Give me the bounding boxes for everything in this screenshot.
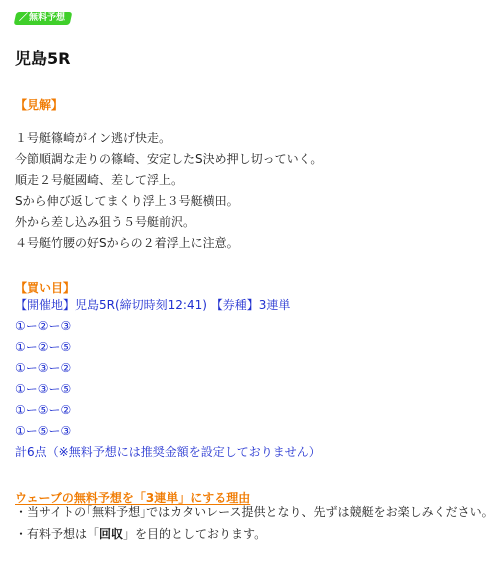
badge-slash: ／ [19, 13, 29, 23]
bet-combo: ①ー⑤ー③ [15, 424, 72, 438]
reason-note: ・当サイトの｢無料予想｣ではカタいレース提供となり、先ずは競艇をお楽しみください。 [15, 505, 494, 519]
analysis-line: １号艇篠崎がイン逃げ快走。 [15, 131, 172, 145]
analysis-line: ４号艇竹腰の好Sからの２着浮上に注意。 [15, 236, 239, 250]
note-bold-word: 回収 [99, 527, 124, 541]
analysis-line: 順走２号艇國崎、差して浮上。 [15, 173, 184, 187]
bets-info: 【開催地】児島5R(締切時刻12:41) 【券種】3連単 [15, 298, 291, 312]
bets-list [15, 295, 321, 463]
badge-label: 無料予想 [29, 13, 66, 23]
reason-note [15, 523, 494, 545]
reason-notes [15, 501, 494, 545]
bet-combo: ①ー②ー③ [15, 319, 72, 333]
bet-combo: ①ー③ー⑤ [15, 382, 72, 396]
analysis-line: 外から差し込み狙う５号艇前沢。 [15, 215, 196, 229]
bet-combo: ①ー⑤ー② [15, 403, 72, 417]
analysis-line: Sから伸び返してまくり浮上３号艇横田。 [15, 194, 239, 208]
page-title: 児島5R [15, 49, 71, 68]
analysis-heading: 【見解】 [15, 98, 64, 112]
note-suffix: 」を目的としております。 [123, 527, 267, 541]
bets-heading: 【買い目】 [15, 281, 76, 295]
bet-combo: ①ー③ー② [15, 361, 72, 375]
bets-total: 計6点（※無料予想には推奨金額を設定しておりません） [15, 445, 321, 459]
free-prediction-badge [14, 12, 73, 25]
analysis-line: 今節順調な走りの篠崎、安定したS決め押し切っていく。 [15, 152, 323, 166]
note-prefix: ・有料予想は「 [15, 527, 100, 541]
analysis-lines [15, 128, 322, 254]
bet-combo: ①ー②ー⑤ [15, 340, 72, 354]
reason-heading: ウェーブの無料予想を「3連単」にする理由 [15, 491, 251, 505]
